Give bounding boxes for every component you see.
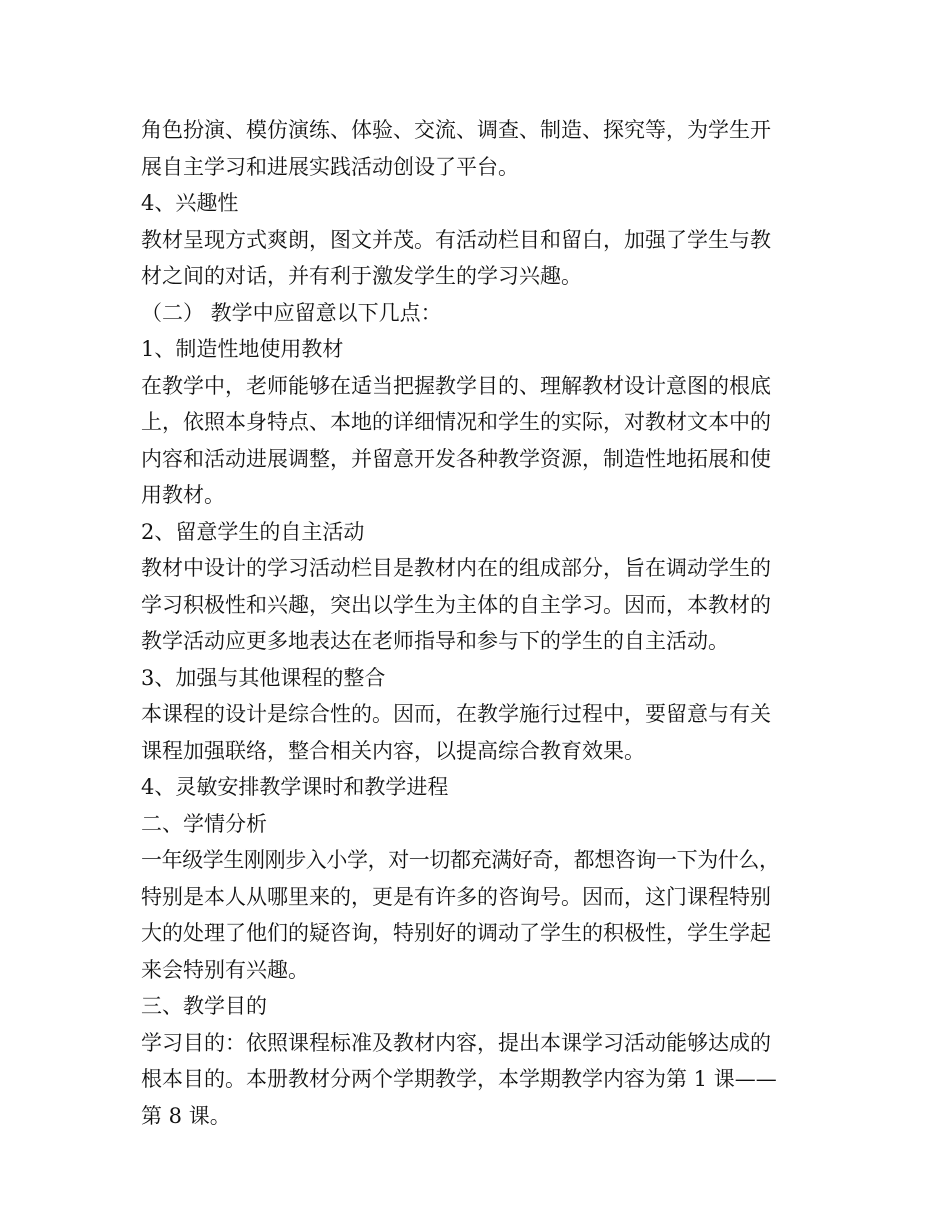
section-heading: 2、留意学生的自主活动 — [141, 519, 365, 544]
text-line: 内容和活动进展调整，并留意开发各种教学资源，制造性地拓展和使 — [141, 446, 771, 471]
text-line: 在教学中，老师能够在适当把握教学目的、理解教材设计意图的根底 — [141, 373, 771, 398]
text-line: 教材呈现方式爽朗，图文并茂。有活动栏目和留白，加强了学生与教 — [141, 227, 771, 252]
text-line: 上，依照本身特点、本地的详细情况和学生的实际，对教材文本中的 — [141, 410, 771, 434]
text-line: 角色扮演、模仿演练、体验、交流、调查、制造、探究等，为学生开 — [141, 118, 771, 142]
text-line: 特别是本人从哪里来的，更是有许多的咨询号。因而，这门课程特别 — [141, 884, 771, 909]
text-line: 教材中设计的学习活动栏目是教材内在的组成部分，旨在调动学生的 — [141, 556, 771, 580]
section-heading: 二、学情分析 — [141, 811, 267, 836]
text-line: 学习目的：依照课程标准及教材内容，提出本课学习活动能够达成的 — [141, 1030, 771, 1055]
text-line: 展自主学习和进展实践活动创设了平台。 — [141, 154, 519, 179]
text-line: 材之间的对话，并有利于激发学生的学习兴趣。 — [141, 264, 582, 288]
text-line: 大的处理了他们的疑咨询，特别好的调动了学生的积极性，学生学起 — [141, 921, 771, 945]
text-line: 根本目的。本册教材分两个学期教学，本学期教学内容为第 1 课—— — [141, 1067, 777, 1091]
section-heading: 3、加强与其他课程的整合 — [141, 665, 386, 690]
document-body — [141, 112, 831, 1134]
text-line: 教学活动应更多地表达在老师指导和参与下的学生的自主活动。 — [141, 629, 729, 653]
text-line: 用教材。 — [141, 483, 225, 507]
text-line: 来会特别有兴趣。 — [141, 957, 309, 982]
section-heading: 三、教学目的 — [141, 994, 267, 1018]
text-line: 一年级学生刚刚步入小学，对一切都充满好奇，都想咨询一下为什么， — [141, 848, 780, 872]
text-line: 课程加强联络，整合相关内容，以提高综合教育效果。 — [141, 738, 645, 763]
text-line: 本课程的设计是综合性的。因而，在教学施行过程中，要留意与有关 — [141, 702, 771, 726]
section-heading: 4、灵敏安排教学课时和教学进程 — [141, 775, 449, 799]
section-heading: （二） 教学中应留意以下几点： — [141, 300, 442, 325]
text-line: 第 8 课。 — [141, 1103, 231, 1128]
section-heading: 4、兴趣性 — [141, 191, 239, 215]
section-heading: 1、制造性地使用教材 — [141, 337, 344, 361]
text-line: 学习积极性和兴趣，突出以学生为主体的自主学习。因而，本教材的 — [141, 592, 771, 617]
